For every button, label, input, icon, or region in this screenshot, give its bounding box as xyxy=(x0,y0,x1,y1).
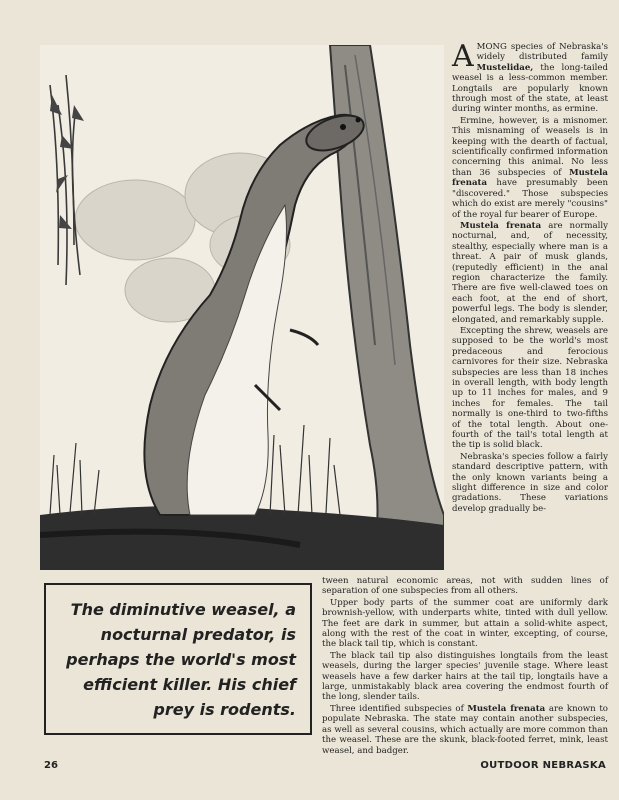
article-column-bottom xyxy=(322,576,608,757)
article-paragraph: Nebraska's species follow a fairly standard descriptive pattern, with the only known variants being a slight difference in size and color gradations. These variations develop gradually be- xyxy=(452,451,608,514)
article-paragraph: The black tail tip also distinguishes longtails from the least weasels, during the larger species' juvenile stage. Where least weasels have a few darker hairs at the tail tip, longtails have a large, unmistakably black area covering the endmost fourth of the long, slender tails. xyxy=(322,650,608,703)
article-paragraph: Ermine, however, is a misnomer. This misnaming of weasels is in keeping with the dearth of factual, scientifically confirmed information concerning this animal. No less than 36 subspecies of Mustela frenata have presumably been "discovered." Those subspecies which do exist are merely "cousins" of the royal fur bearer of Europe. xyxy=(452,115,608,220)
caption-text: The diminutive weasel, a nocturnal predator, is perhaps the world's most efficient killer. His chief prey is rodents. xyxy=(66,600,296,719)
drop-cap: A xyxy=(452,39,474,74)
article-paragraph: Upper body parts of the summer coat are uniformly dark brownish-yellow, with underparts white, tinted with dull yellow. The feet are dark in summer, but attain a solid-white aspect, along with the rest of the coat in winter, excepting, of course, the black tail tip, which is constant. xyxy=(322,597,608,650)
article-column-right xyxy=(452,39,608,515)
weasel-illustration xyxy=(40,45,444,570)
article-paragraph: tween natural economic areas, not with sudden lines of separation of one subspecies from all others. xyxy=(322,576,608,597)
magazine-title: OUTDOOR NEBRASKA xyxy=(480,760,606,771)
article-paragraph: Three identified subspecies of Mustela frenata are known to populate Nebraska. The state may contain another subspecies, as well as several cousins, which actually are more common than the weasel. These are the skunk, black-footed ferret, mink, least weasel, and badger. xyxy=(322,703,608,756)
caption-box xyxy=(44,583,312,735)
article-paragraph: AMONG species of Nebraska's widely distributed family Mustelidae, the long-tailed weasel is a less-common member. Longtails are popularly known through most of the state, at least during winter months, as ermine. xyxy=(452,39,608,115)
article-paragraph: Mustela frenata are normally nocturnal, and, of necessity, stealthy, especially where man is a threat. A pair of musk glands, (reputedly efficient) in the anal region characterize the family. There are five well-clawed toes on each foot, at the end of short, powerful legs. The body is slender, elongated, and remarkably supple. xyxy=(452,220,608,325)
article-paragraph: Excepting the shrew, weasels are supposed to be the world's most predaceous and ferocious carnivores for their size. Nebraska subspecies are less than 18 inches in overall length, with body length up to 11 inches for males, and 9 inches for females. The tail normally is one-third to two-fifths of the total length. About one-fourth of the tail's total length at the tip is solid black. xyxy=(452,325,608,451)
page-number: 26 xyxy=(44,760,58,771)
